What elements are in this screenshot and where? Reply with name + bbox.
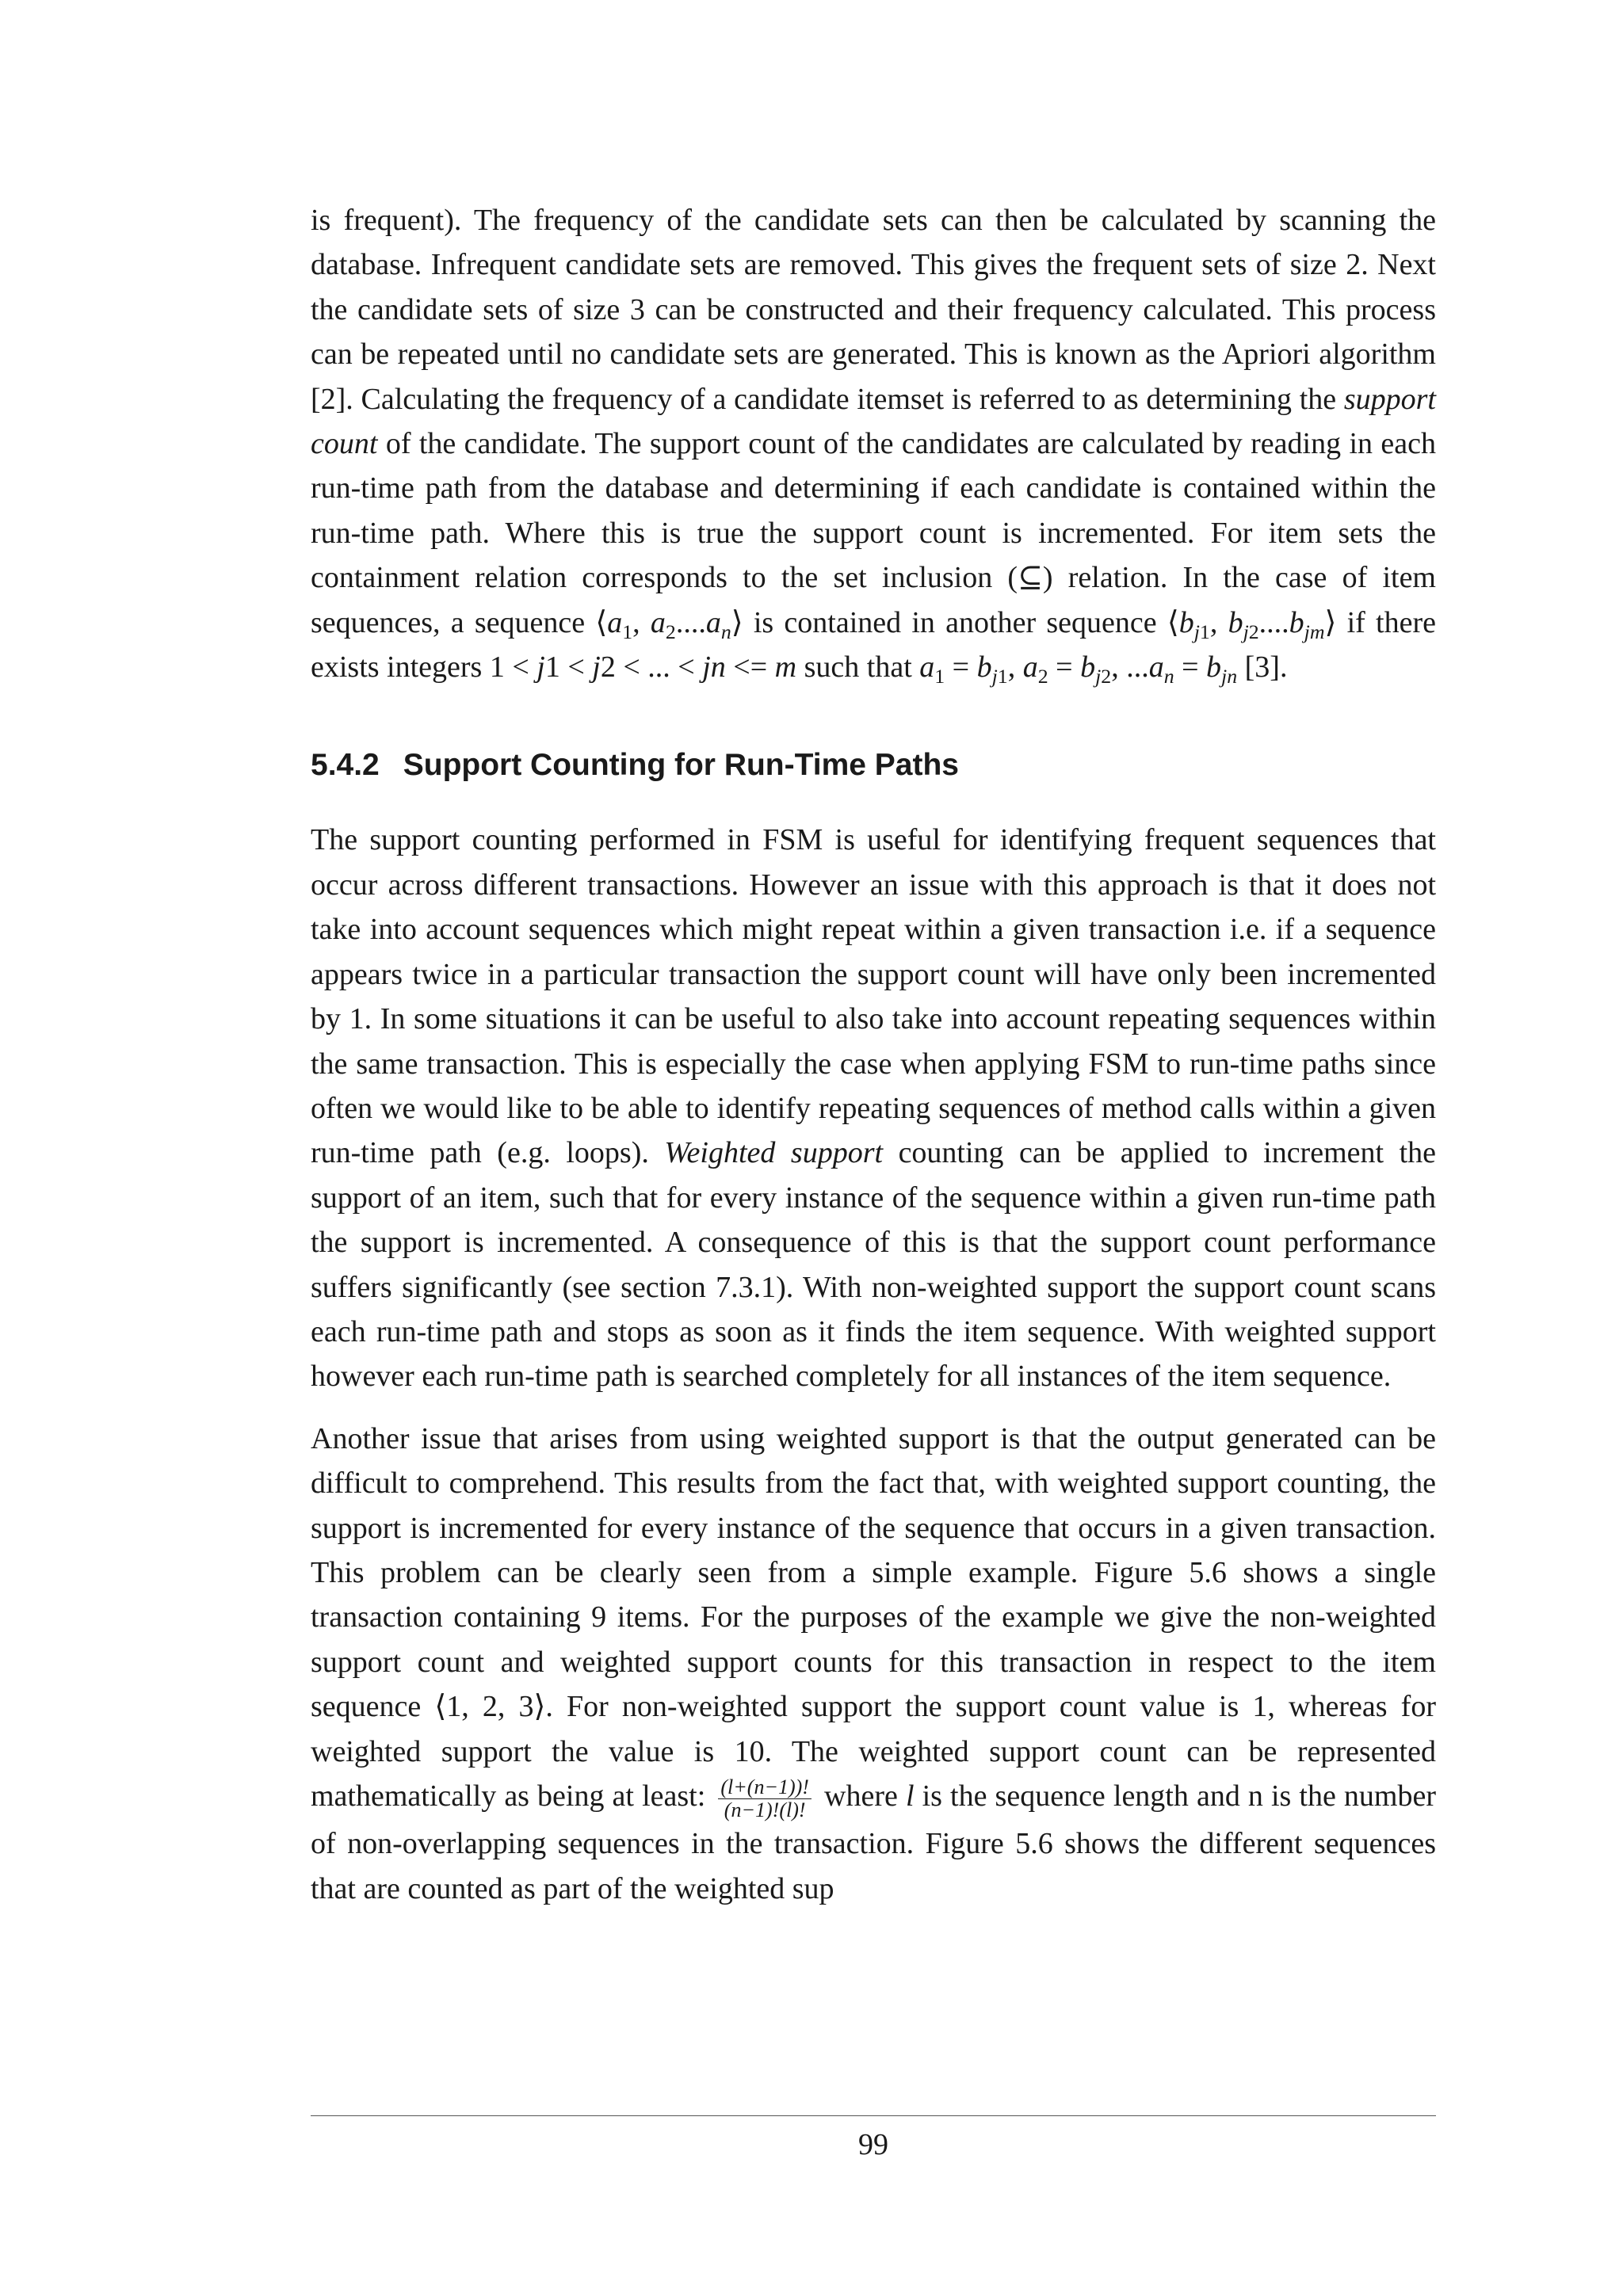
- paragraph-weighted-support: [311, 818, 1436, 1398]
- text-run: if there exists integers 1 <: [311, 605, 1436, 685]
- math-equalities: $a_1 = b_{j1}$, $a_2 = b_{j2}$, $...a_n = b_{jn}$: [919, 650, 1238, 688]
- text-run: The support counting performed in FSM is useful for identifying frequent sequences that occur across different transactions. However an issue with this approach is that it does not take into account sequences which might repeat within a given transaction i.e. if a sequence appears twice in a particular transaction the support count will have only been incremented by 1. In some situations it can be useful to also take into account repeating sequences within the same transaction. This is especially the case when applying FSM to run-time paths since often we would like to be able to identify repeating sequences of method calls within a given run-time path (e.g. loops).: [311, 823, 1436, 1170]
- text-run: is frequent). The frequency of the candidate sets can then be calculated by scanning the database. Infrequent candidate sets are removed. This gives the frequent sets of size 2. Next the candidate sets of size 3 can be constructed and their frequency calculated. This process can be repeated until no candidate sets are generated. This is known as the Apriori algorithm [2]. Calculating the frequency of a candidate itemset is referred to as determining the: [311, 204, 1436, 416]
- text-run: [3].: [1237, 650, 1288, 685]
- text-run: Another issue that arises from using weighted support is that the output generated can be difficult to comprehend. This results from the fact that, with weighted support counting, the support is incremented for every instance of the sequence that occurs in a given transaction. This problem can be clearly seen from a simple example. Figure 5.6 shows a single transaction containing 9 items. For the purposes of the example we give the non-weighted support count and weighted support counts for this transaction in respect to the item sequence ⟨1, 2, 3⟩. For non-weighted support the support count value is 1, whereas for weighted support the value is 10. The weighted support count can be represented mathematically as being at least:: [311, 1421, 1436, 1813]
- section-number: 5.4.2: [311, 748, 380, 783]
- text-run: is the sequence length and n is the number of non-overlapping sequences in the transaction. Figure 5.6 shows the different sequences that are counted as part of the weighted sup: [311, 1779, 1436, 1905]
- text-run: where: [815, 1779, 906, 1813]
- term-support-count: support count: [311, 382, 1436, 461]
- math-indices: j1 < j2 < ... < jn <= m: [537, 650, 797, 685]
- paragraph-apriori: [311, 198, 1436, 689]
- math-fraction: [718, 1776, 812, 1821]
- text-run: such that: [796, 650, 920, 685]
- text-run: counting can be applied to increment the support of an item, such that for every instance of the sequence within a given run-time path the support is incremented. A consequence of this is that the support count performance suffers significantly (see section 7.3.1). With non-weighted support the support count scans each run-time path and stops as soon as it finds the item sequence. With weighted support however each run-time path is searched completely for all instances of the item sequence.: [311, 1136, 1437, 1394]
- math-sequence-b: $⟨b_{j1}$, $b_{j2}....b_{jm}⟩$: [1167, 605, 1337, 643]
- math-variable-l: l: [905, 1779, 915, 1813]
- text-run: of the candidate. The support count of the candidates are calculated by reading in each run-time path from the database and determining if each candidate is contained within the run-time path. Where this is true the support count is incremented. For item sets the containment relation corresponds to the set inclusion (⊆) relation. In the case of item sequences, a sequence: [311, 427, 1436, 639]
- fraction-denominator: (n−1)!(l)!: [724, 1798, 806, 1822]
- page-body: [311, 198, 1436, 1911]
- paragraph-weighted-output: [311, 1417, 1436, 1911]
- fraction-numerator: (l+(n−1))!: [718, 1776, 812, 1799]
- text-run: is contained in another sequence: [743, 605, 1167, 639]
- footer-rule: [311, 2115, 1436, 2116]
- math-sequence-a: $⟨a_1$, $a_2....a_n⟩$: [595, 605, 743, 643]
- term-weighted-support: Weighted support: [664, 1136, 884, 1170]
- section-title: Support Counting for Run-Time Paths: [403, 748, 959, 783]
- page-number: 99: [858, 2128, 888, 2161]
- section-heading: [311, 746, 1436, 784]
